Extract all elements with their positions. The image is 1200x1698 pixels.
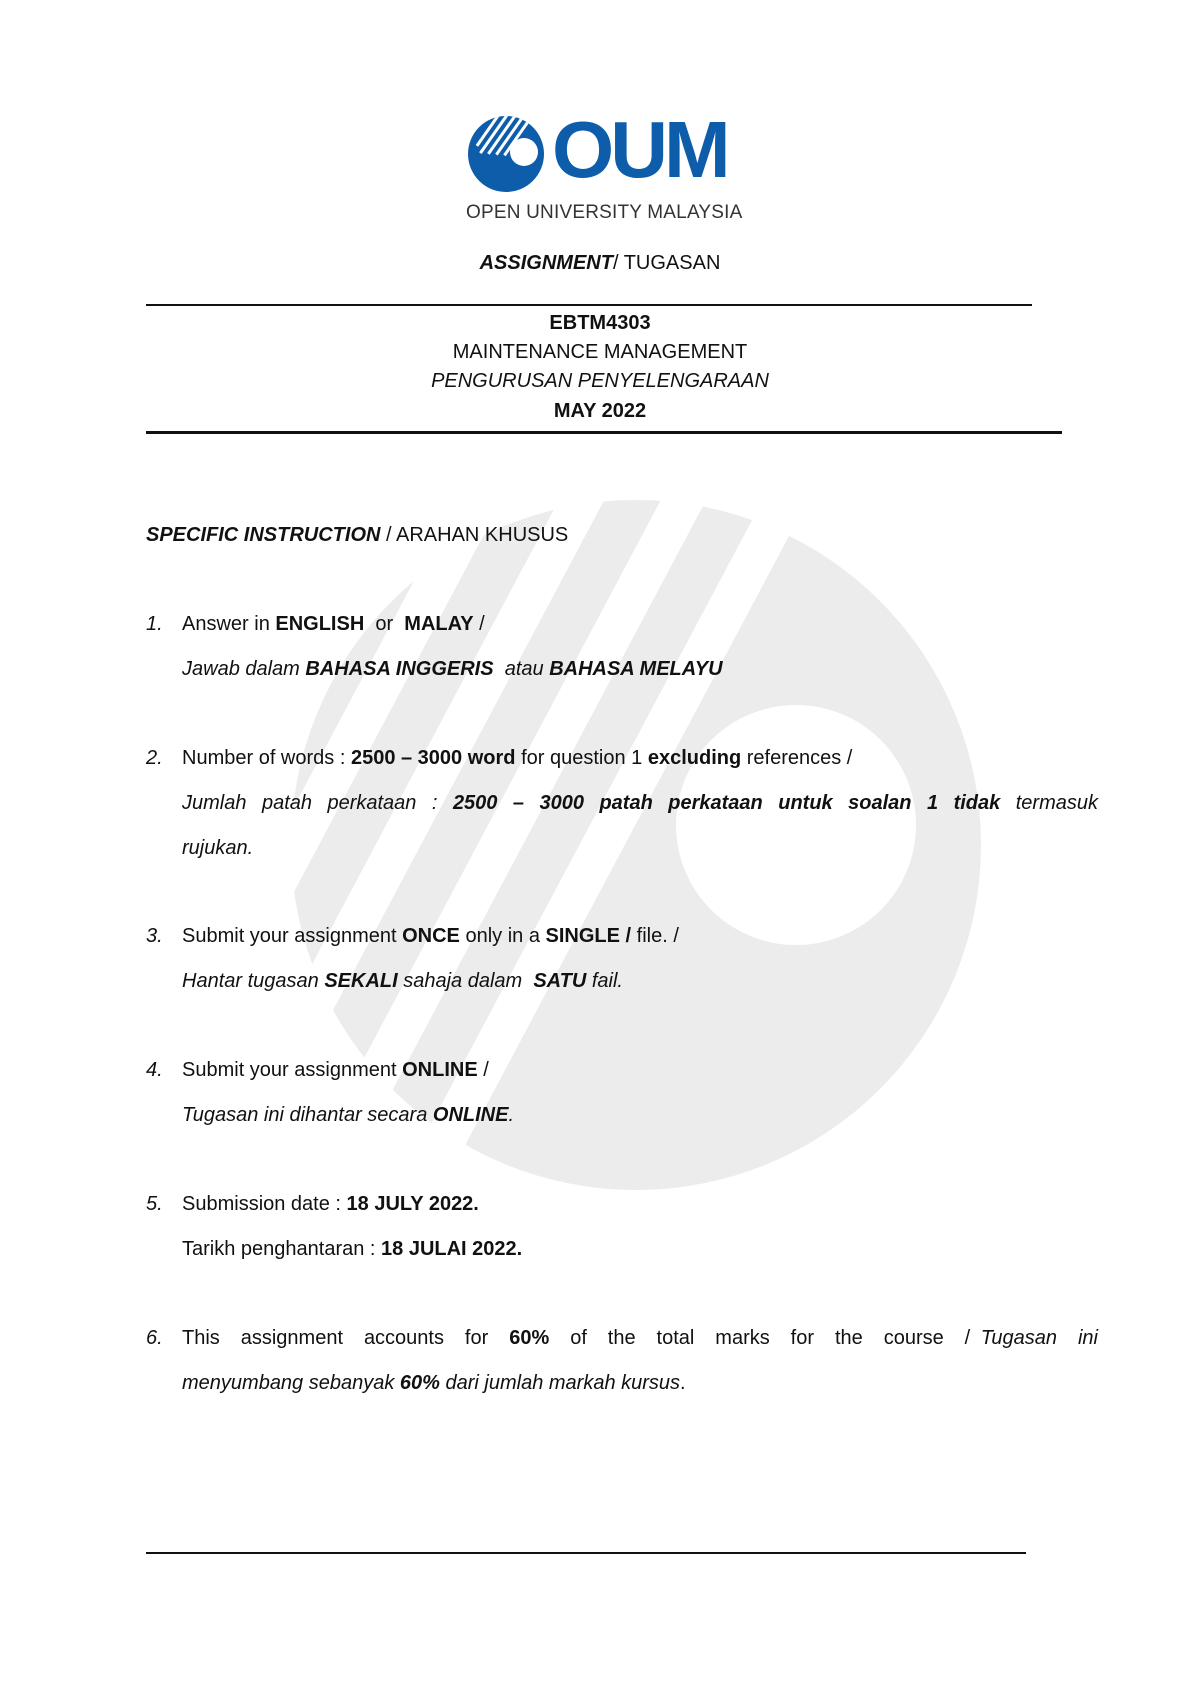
oum-logo [466, 105, 743, 224]
item-text-en: Answer in ENGLISH or MALAY / [182, 613, 485, 635]
item-text-ms: Hantar tugasan SEKALI sahaja dalam SATU fail. [182, 970, 623, 992]
item-number: 2. [146, 747, 163, 769]
item-text-en: Number of words : 2500 – 3000 word for question 1 excluding references / [182, 747, 853, 769]
item-text-en: Submit your assignment ONLINE / [182, 1059, 489, 1081]
oum-striped-circle-icon [466, 114, 546, 194]
item-text-en: Submission date : 18 JULY 2022. [182, 1193, 479, 1215]
item-text-en: This assignment accounts for 60% of the total marks for the course / Tugasan ini [182, 1327, 1099, 1349]
item-text-ms: Jawab dalam BAHASA INGGERIS atau BAHASA MELAYU [182, 658, 723, 680]
course-name-ms: PENGURUSAN PENYELENGARAAN [431, 370, 769, 392]
item-text-ms: Tugasan ini dihantar secara ONLINE. [182, 1104, 515, 1126]
item-text-ms: Tarikh penghantaran : 18 JULAI 2022. [182, 1238, 523, 1260]
item-number: 5. [146, 1193, 163, 1215]
header-bottom-rule [146, 431, 1062, 434]
instruction-item-2 [146, 736, 1098, 871]
item-number: 4. [146, 1059, 163, 1081]
instruction-item-3 [146, 914, 1098, 1004]
item-text-ms: menyumbang sebanyak 60% dari jumlah markah kursus. [182, 1372, 686, 1394]
assignment-title [0, 252, 1200, 275]
course-name-en: MAINTENANCE MANAGEMENT [452, 341, 748, 363]
university-name: OPEN UNIVERSITY MALAYSIA [466, 202, 743, 223]
item-text-ms: Jumlah patah perkataan : 2500 – 3000 patah perkataan untuk soalan 1 tidak termasuk [182, 792, 1098, 814]
header-top-rule [146, 304, 1032, 306]
instruction-item-1 [146, 602, 1098, 692]
semester: MAY 2022 [553, 400, 647, 422]
instructions-heading: SPECIFIC INSTRUCTION / ARAHAN KHUSUS [146, 524, 569, 546]
instruction-item-5 [146, 1182, 1098, 1272]
instruction-item-4 [146, 1048, 1098, 1138]
footer-rule [146, 1552, 1026, 1554]
oum-wordmark: OUM [552, 105, 727, 194]
course-code: EBTM4303 [549, 312, 651, 334]
item-number: 6. [146, 1327, 163, 1349]
title-ms: / TUGASAN [612, 252, 721, 274]
item-text-en: Submit your assignment ONCE only in a SINGLE / file. / [182, 925, 679, 947]
item-number: 3. [146, 925, 163, 947]
item-number: 1. [146, 613, 163, 635]
instruction-item-6 [146, 1316, 1098, 1406]
item-text-ms-cont: rujukan. [182, 837, 254, 859]
title-en: ASSIGNMENT [479, 252, 613, 274]
